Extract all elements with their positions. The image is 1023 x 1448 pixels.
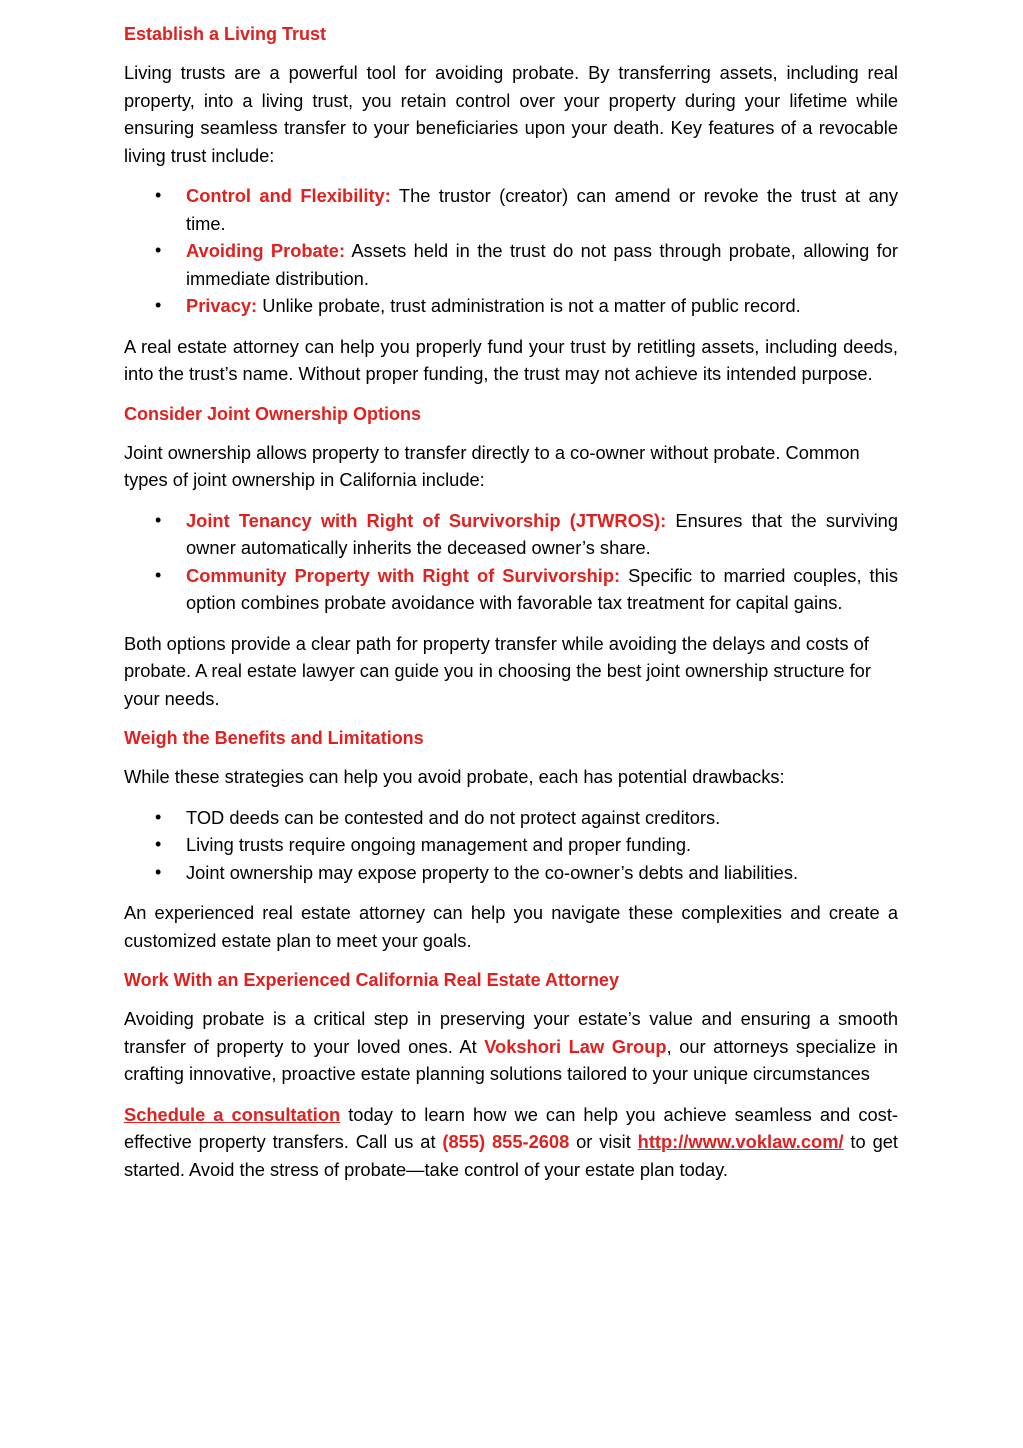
website-link[interactable]: http://www.voklaw.com/	[637, 1131, 844, 1152]
bullet-icon: •	[155, 185, 162, 205]
attorney-paragraph	[124, 1005, 898, 1088]
bullet-icon: •	[155, 806, 162, 827]
cta-text-b: or visit	[569, 1131, 638, 1152]
bullet-icon: •	[155, 564, 162, 585]
bullet-icon: •	[155, 240, 162, 260]
schedule-consultation-link[interactable]: Schedule a consultation	[124, 1103, 341, 1125]
option-label: Community Property with Right of Survivorship:	[186, 564, 621, 586]
bullet-icon: •	[155, 509, 162, 530]
heading-benefits-limitations: Weigh the Benefits and Limitations	[124, 728, 424, 748]
living-trust-features-list	[124, 182, 898, 320]
feature-text: Unlike probate, trust administration is not a matter of public record.	[257, 295, 801, 316]
drawback-text: TOD deeds can be contested and do not protect against creditors.	[186, 806, 721, 828]
bullet-icon: •	[155, 295, 162, 315]
feature-text: Assets held in the trust do not pass through probate, allowing for immediate distribution.	[186, 240, 898, 289]
cta-text-a: today to learn how we can help you achieve seamless and cost-effective property transfers. Call us at	[124, 1103, 898, 1152]
drawback-text: Living trusts require ongoing management and proper funding.	[186, 834, 692, 855]
attorney-text-a: Avoiding probate is a critical step in preserving your estate’s value and ensuring a smooth transfer of property to your loved ones. At	[124, 1008, 898, 1057]
cta-text-c: to get started. Avoid the stress of probate—take control of your estate plan today.	[124, 1131, 898, 1180]
feature-text: The trustor (creator) can amend or revoke the trust at any time.	[186, 185, 898, 234]
benefits-closing: An experienced real estate attorney can help you navigate these complexities and create a customized estate plan to meet your goals.	[124, 902, 898, 951]
living-trust-closing: A real estate attorney can help you properly fund your trust by retitling assets, including deeds, into the trust’s name. Without proper funding, the trust may not achieve its intended purpose.	[124, 335, 898, 384]
list-item	[155, 859, 898, 887]
heading-joint-ownership: Consider Joint Ownership Options	[124, 403, 422, 424]
drawback-text: Joint ownership may expose property to the co-owner’s debts and liabilities.	[186, 861, 799, 883]
list-item	[155, 182, 898, 237]
bullet-icon: •	[155, 834, 162, 854]
bullet-icon: •	[155, 861, 162, 882]
heading-work-with-attorney: Work With an Experienced California Real Estate Attorney	[124, 970, 619, 990]
list-item	[155, 237, 898, 292]
joint-ownership-closing: Both options provide a clear path for property transfer while avoiding the delays and costs of probate. A real estate lawyer can guide you in choosing the best joint ownership structure for your needs.	[124, 632, 871, 709]
list-item	[155, 507, 898, 562]
phone-number: (855) 855-2608	[442, 1131, 570, 1152]
list-item	[155, 562, 898, 617]
attorney-text-b: , our attorneys specialize in crafting innovative, proactive estate planning solutions tailored to your unique circumstances	[124, 1035, 898, 1084]
document-content	[124, 21, 898, 1183]
benefits-intro: While these strategies can help you avoid probate, each has potential drawbacks:	[124, 766, 785, 787]
heading-living-trust: Establish a Living Trust	[124, 24, 327, 44]
list-item	[155, 292, 898, 320]
cta-paragraph	[124, 1101, 898, 1184]
feature-label: Privacy:	[186, 295, 258, 316]
living-trust-intro: Living trusts are a powerful tool for avoiding probate. By transferring assets, including real property, into a living trust, you retain control over your property during your lifetime while ensuring seamless transfer to your beneficiaries upon your death. Key features of a revocable living trust include:	[124, 62, 898, 166]
option-label: Joint Tenancy with Right of Survivorship (JTWROS):	[186, 509, 667, 531]
feature-label: Avoiding Probate:	[186, 240, 346, 261]
option-text: Ensures that the surviving owner automatically inherits the deceased owner’s share.	[186, 509, 898, 558]
drawbacks-list	[124, 804, 898, 887]
option-text: Specific to married couples, this option combines probate avoidance with favorable tax treatment for capital gains.	[186, 564, 898, 613]
firm-name: Vokshori Law Group	[484, 1035, 667, 1057]
list-item	[155, 831, 898, 859]
joint-ownership-intro: Joint ownership allows property to transfer directly to a co-owner without probate. Common types of joint ownership in California include:	[124, 441, 860, 490]
feature-label: Control and Flexibility:	[186, 185, 391, 206]
list-item	[155, 804, 898, 832]
joint-ownership-list	[124, 507, 898, 617]
